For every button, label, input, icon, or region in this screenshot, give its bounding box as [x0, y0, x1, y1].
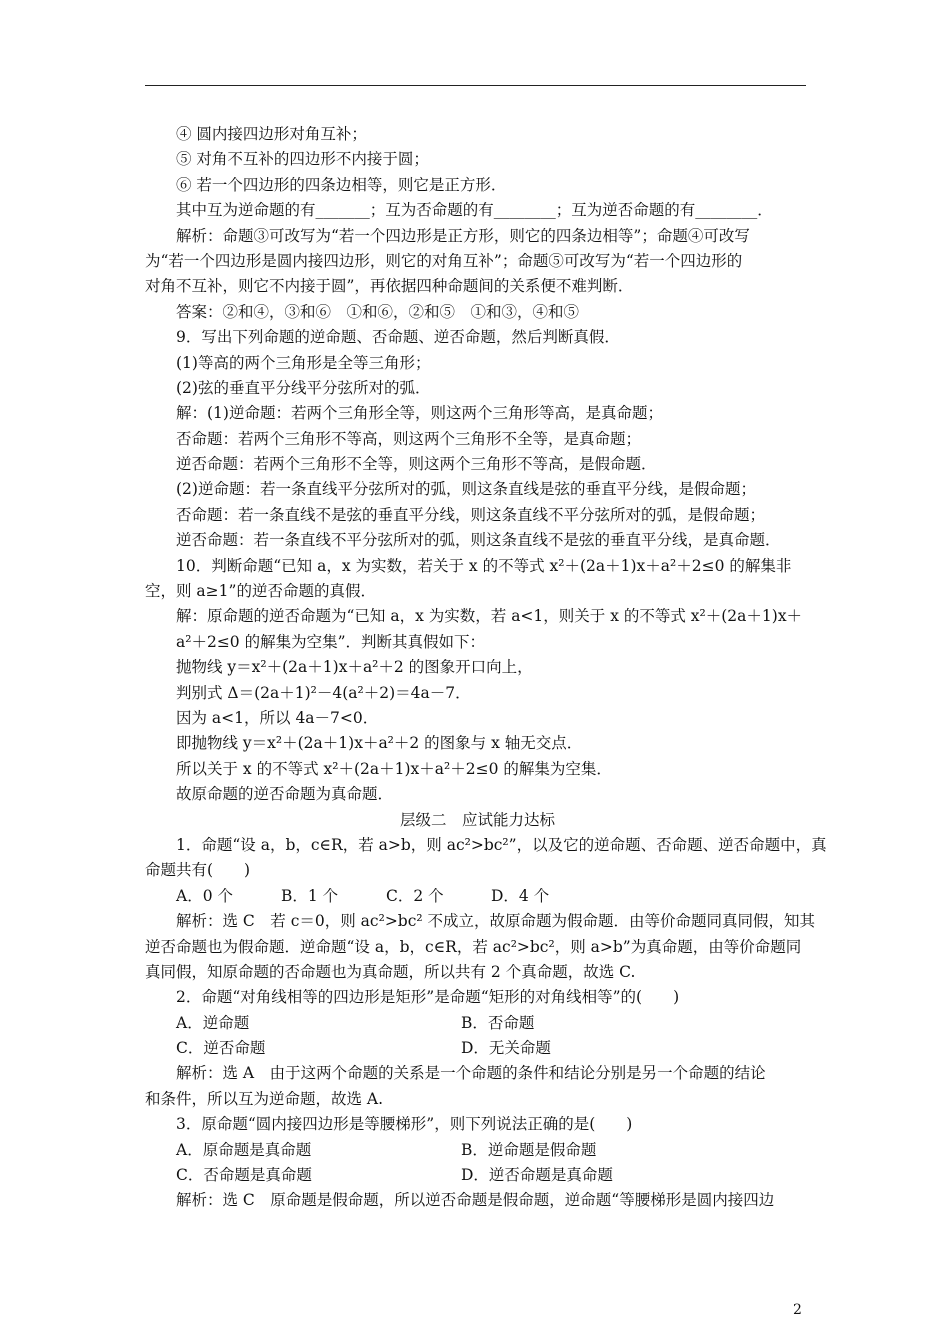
text-line: 1．命题“设 a，b，c∈R，若 a>b，则 ac²>bc²”，以及它的逆命题、否命题、逆否命题中，真 — [176, 835, 827, 854]
text-line: 抛物线 y＝x²＋(2a＋1)x＋a²＋2 的图象开口向上， — [176, 658, 533, 677]
document-body — [145, 122, 827, 1214]
page-number: 2 — [793, 1302, 802, 1318]
header-rule — [145, 85, 806, 86]
option-label: C．否命题是真命题 — [176, 1166, 312, 1185]
text-line: 解：(1)逆命题：若两个三角形全等，则这两个三角形等高，是真命题； — [176, 404, 663, 423]
text-line: 10．判断命题“已知 a，x 为实数，若关于 x 的不等式 x²＋(2a＋1)x＋a²＋2≤0 的解集非 — [176, 556, 792, 575]
text-line: ④ 圆内接四边形对角互补； — [176, 125, 367, 143]
text-line: 其中互为逆命题的有_______；互为否命题的有________；互为逆否命题的有________． — [176, 201, 773, 220]
text-line: 否命题：若两个三角形不等高，则这两个三角形不全等，是真命题； — [176, 429, 642, 448]
text-line: 逆否命题也为假命题．逆命题“设 a，b，c∈R，若 ac²>bc²，则 a>b”为真命题，由等价命题同 — [145, 937, 802, 956]
option-label: D．逆否命题是真命题 — [461, 1166, 613, 1185]
option-label: A．逆命题 — [176, 1013, 250, 1032]
options-row — [145, 884, 810, 909]
text-line: 逆否命题：若一条直线不平分弦所对的弧，则这条直线不是弦的垂直平分线，是真命题． — [176, 531, 781, 550]
text-line: ⑥ 若一个四边形的四条边相等，则它是正方形． — [176, 175, 507, 194]
option-label: D．4 个 — [491, 886, 550, 905]
option-label: C．逆否命题 — [176, 1039, 266, 1058]
text-line: 对角不互补，则它不内接于圆”，再依据四种命题间的关系便不难判断． — [145, 277, 634, 296]
text-line: 和条件，所以互为逆命题，故选 A. — [145, 1089, 384, 1108]
options-row — [145, 1036, 810, 1061]
text-line: ⑤ 对角不互补的四边形不内接于圆； — [176, 150, 429, 169]
text-line: 解析：选 C 原命题是假命题，所以逆否命题是假命题，逆命题“等腰梯形是圆内接四边 — [176, 1191, 775, 1210]
option-label: B．否命题 — [461, 1013, 535, 1032]
text-line: 命题共有( ) — [145, 861, 251, 880]
option-label: A．0 个 — [176, 886, 233, 905]
text-line: 解：原命题的逆否命题为“已知 a，x 为实数，若 a<1，则关于 x 的不等式 x²＋(2a＋1)x＋ — [176, 607, 803, 626]
text-line: 即抛物线 y＝x²＋(2a＋1)x＋a²＋2 的图象与 x 轴无交点． — [176, 734, 583, 753]
text-line: 空，则 a≥1”的逆否命题的真假． — [145, 582, 376, 601]
text-line: 逆否命题：若两个三角形不全等，则这两个三角形不等高，是假命题． — [176, 455, 657, 474]
options-row — [145, 1138, 810, 1163]
text-line: 3．原命题“圆内接四边形是等腰梯形”，则下列说法正确的是( ) — [176, 1115, 633, 1134]
text-line: 解析：选 C 若 c＝0，则 ac²>bc² 不成立，故原命题为假命题．由等价命题同真同假，知其 — [176, 912, 816, 931]
text-line: (1)等高的两个三角形是全等三角形； — [176, 353, 431, 372]
option-label: C．2 个 — [386, 886, 444, 905]
option-label: D．无关命题 — [461, 1039, 551, 1058]
text-line: 为“若一个四边形是圆内接四边形，则它的对角互补”；命题⑤可改写为“若一个四边形的 — [145, 251, 743, 270]
text-line: 真同假，知原命题的否命题也为真命题，所以共有 2 个真命题，故选 C. — [145, 962, 636, 981]
text-line: 故原命题的逆否命题为真命题． — [176, 785, 394, 804]
options-row — [145, 1011, 810, 1036]
text-line: 2．命题“对角线相等的四边形是矩形”是命题“矩形的对角线相等”的( ) — [176, 988, 680, 1007]
options-row — [145, 1163, 810, 1188]
text-line: 判别式 Δ＝(2a＋1)²－4(a²＋2)＝4a－7． — [176, 683, 471, 702]
text-line: (2)逆命题：若一条直线平分弦所对的弧，则这条直线是弦的垂直平分线，是假命题； — [176, 480, 756, 499]
text-line: 所以关于 x 的不等式 x²＋(2a＋1)x＋a²＋2≤0 的解集为空集． — [176, 759, 612, 778]
option-label: A．原命题是真命题 — [176, 1140, 312, 1159]
text-line: 否命题：若一条直线不是弦的垂直平分线，则这条直线不平分弦所对的弧，是假命题； — [176, 505, 766, 524]
text-line: 层级二 应试能力达标 — [399, 810, 555, 829]
option-label: B．1 个 — [281, 886, 339, 905]
text-line: (2)弦的垂直平分线平分弦所对的弧． — [176, 378, 431, 397]
option-label: B．逆命题是假命题 — [461, 1140, 597, 1159]
text-line: 解析：选 A 由于这两个命题的关系是一个命题的条件和结论分别是另一个命题的结论 — [176, 1064, 766, 1083]
text-line: a²＋2≤0 的解集为空集”．判断其真假如下： — [176, 632, 486, 651]
text-line: 答案：②和④，③和⑥ ①和⑥，②和⑤ ①和③，④和⑤ — [176, 302, 580, 321]
text-line: 因为 a<1，所以 4a－7<0． — [176, 708, 379, 727]
text-line: 解析：命题③可改写为“若一个四边形是正方形，则它的四条边相等”；命题④可改写 — [176, 226, 750, 245]
text-line: 9．写出下列命题的逆命题、否命题、逆否命题，然后判断真假． — [176, 328, 620, 347]
